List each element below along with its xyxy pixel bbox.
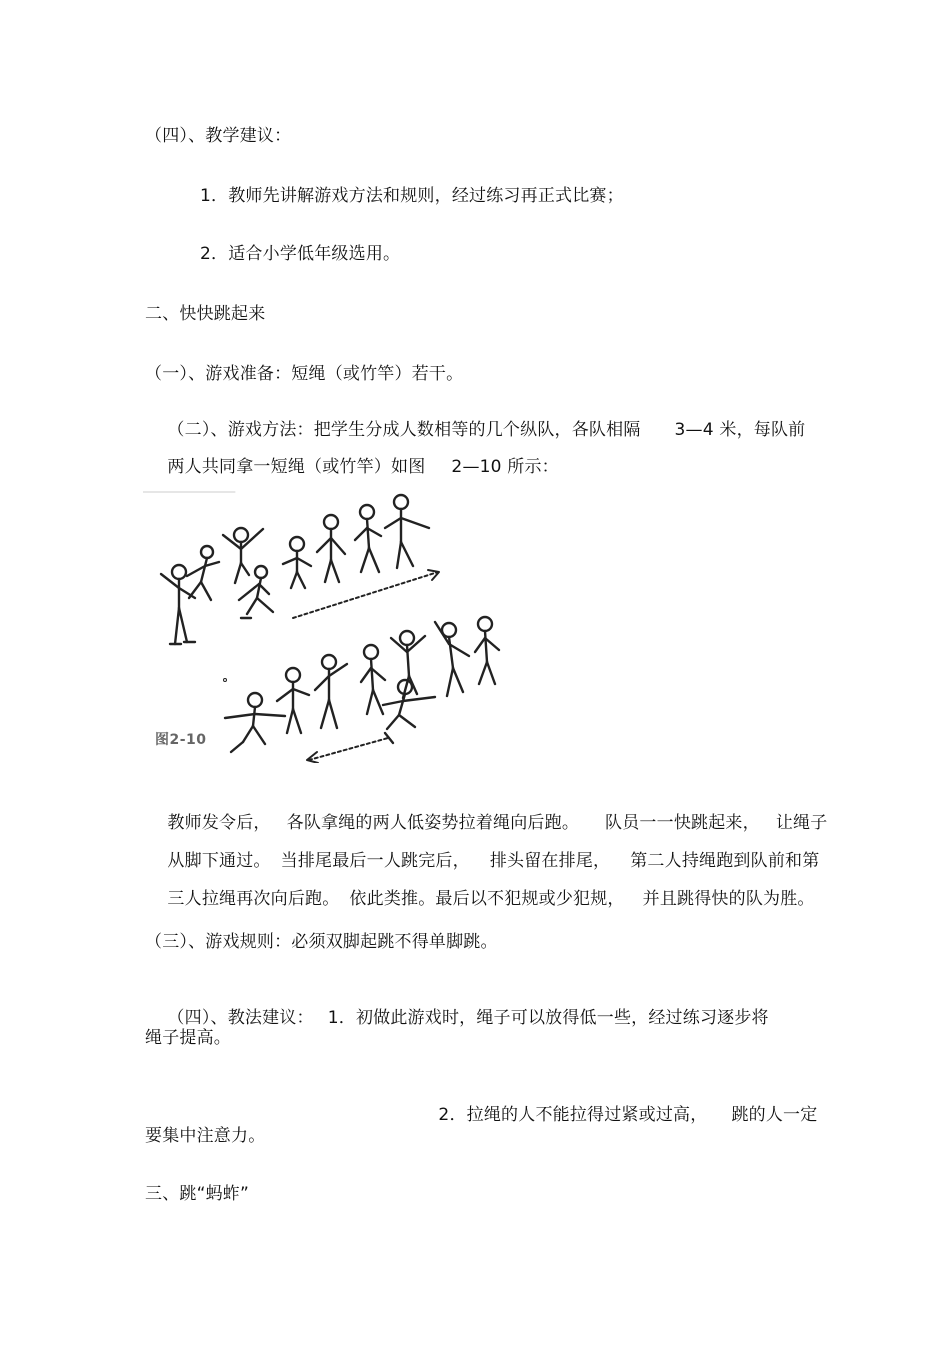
method-suggestion-line-2: 绳子提高。: [145, 1028, 231, 1048]
game-method-line-2: [145, 442, 559, 493]
paragraph-text: 三人拉绳再次向后跑。: [167, 889, 340, 909]
paragraph-text: 依此类推。最后以不犯规或少犯规，: [349, 889, 625, 909]
game-method-text-d: 2—10 所示：: [451, 457, 559, 477]
paragraph-text: 当排尾最后一人跳完后，: [280, 851, 470, 871]
paragraph-text: 排头留在排尾，: [489, 851, 611, 871]
paragraph-text: 教师发令后，: [167, 813, 271, 833]
game-method-text-a: （二）、游戏方法：把学生分成人数相等的几个纵队，各队相隔: [167, 420, 641, 440]
section-3-heading: 三、跳“蚂蚱”: [145, 1184, 250, 1204]
paragraph-text: 第二人持绳跑到队前和第: [630, 851, 820, 871]
game-preparation: （一）、游戏准备：短绳（或竹竿）若干。: [145, 364, 464, 384]
paragraph-text: 从脚下通过。: [167, 851, 271, 871]
method-suggestion-item-2: 2．拉绳的人不能拉得过紧或过高，: [438, 1105, 708, 1125]
figure-caption: 图2-10: [155, 732, 207, 748]
game-method-text-b: 3—4 米，每队前: [674, 420, 806, 440]
method-suggestion-line-1: [145, 993, 769, 1044]
paragraph-text: 各队拿绳的两人低姿势拉着绳向后跑。: [286, 813, 580, 833]
method-suggestion-item-1: 1．初做此游戏时，绳子可以放得低一些，经过练习逐步将: [327, 1008, 769, 1028]
stick-figures-jumping-rope-illustration: [143, 488, 523, 763]
suggestion-item-2: 2．适合小学低年级选用。: [200, 244, 401, 264]
paragraph-text: 并且跳得快的队为胜。: [642, 889, 815, 909]
paragraph-text: 队员一一快跳起来，: [605, 813, 760, 833]
method-suggestion-line-3: [416, 1090, 817, 1141]
paragraph-line-3: [145, 874, 815, 925]
game-rules: （三）、游戏规则：必须双脚起跳不得单脚跳。: [145, 932, 498, 952]
suggestion-item-1: 1．教师先讲解游戏方法和规则，经过练习再正式比赛；: [200, 186, 624, 206]
teaching-suggestion-heading: （四）、教学建议：: [145, 126, 292, 146]
section-2-heading: 二、快快跳起来: [145, 304, 266, 324]
figure-2-10: [143, 488, 523, 763]
method-suggestion-heading: （四）、教法建议：: [167, 1008, 314, 1028]
method-suggestion-item-2-cont: 跳的人一定: [731, 1105, 818, 1125]
game-method-text-c: 两人共同拿一短绳（或竹竿）如图: [167, 457, 426, 477]
paragraph-text: 让绳子: [775, 813, 828, 833]
method-suggestion-line-4: 要集中注意力。: [145, 1126, 266, 1146]
